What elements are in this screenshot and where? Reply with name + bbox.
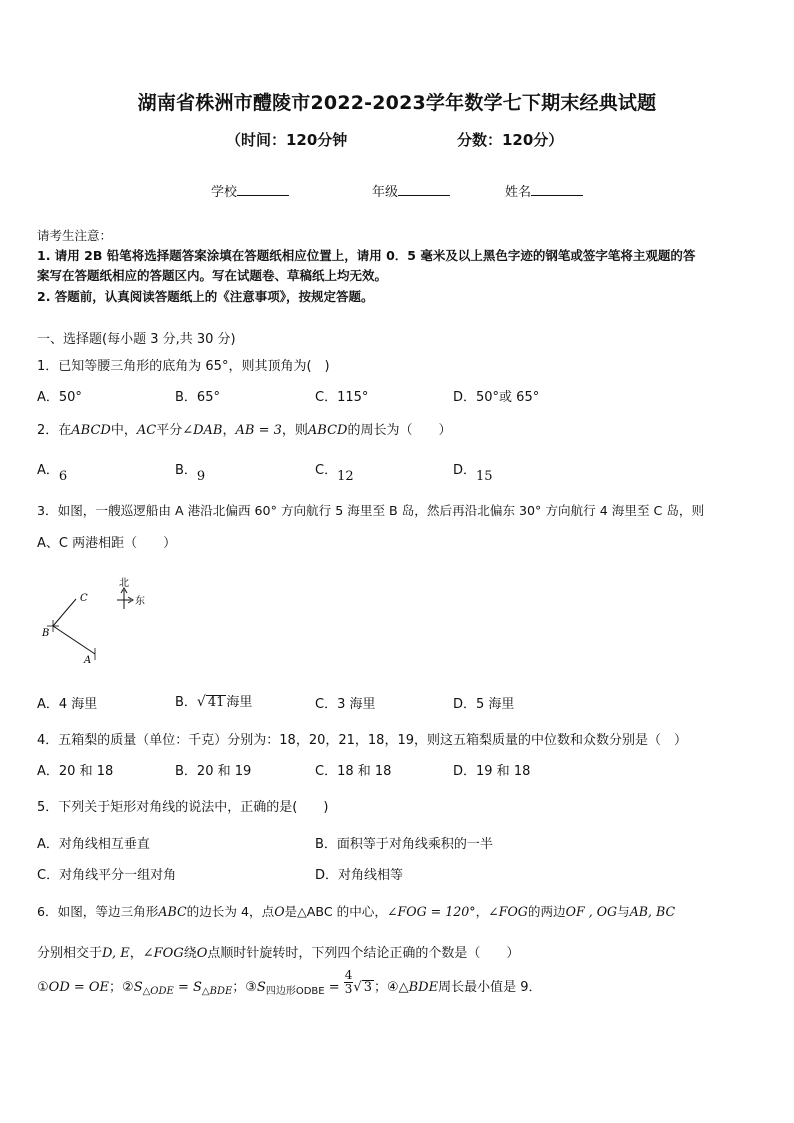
q6-text: 分别相交于 bbox=[37, 946, 103, 961]
q6-text: 6．如图，等边三角形 bbox=[37, 904, 159, 919]
q6-text: 点顺时针旋转时，下列四个结论正确的个数是（ ） bbox=[207, 946, 520, 961]
notice-item-1b: 案写在答题纸相应的答题区内。写在试题卷、草稿纸上均无效。 bbox=[37, 268, 388, 283]
q6-math: = S bbox=[173, 980, 202, 995]
q2-math-eq: AB = 3 bbox=[235, 423, 282, 438]
q6-math: OD = OE bbox=[48, 980, 110, 995]
q2-option-label: B． bbox=[175, 463, 197, 478]
score-info: 分数：120分） bbox=[457, 131, 564, 149]
school-label: 学校 bbox=[211, 185, 238, 200]
q2-text: 的周长为（ ） bbox=[347, 423, 452, 438]
q3-stem-line2: A、C 两港相距（ ） bbox=[37, 536, 177, 551]
q6-math: O bbox=[274, 904, 285, 919]
grade-blank bbox=[398, 182, 450, 196]
q3-figure bbox=[38, 572, 158, 668]
q4-stem: 4．五箱梨的质量（单位：千克）分别为：18，20，21，18，19，则这五箱梨质量的中位数和众数分别是（ ） bbox=[37, 733, 687, 748]
q3-option-d: D．5 海里 bbox=[453, 697, 515, 712]
q6-text: 的两边 bbox=[527, 904, 566, 919]
q3-option-unit: 海里 bbox=[226, 695, 253, 710]
q2-text: ， bbox=[222, 423, 236, 438]
q6-math: S bbox=[256, 980, 266, 995]
page-title: 湖南省株洲市醴陵市2022-2023学年数学七下期末经典试题 bbox=[137, 92, 657, 114]
q6-math: AB, BC bbox=[629, 904, 676, 919]
q6-text: 周长最小值是 9． bbox=[438, 980, 542, 995]
q2-option-label: A． bbox=[37, 463, 59, 478]
q6-subscript: 四边形ODBE bbox=[265, 986, 325, 997]
fraction-numerator: 4 bbox=[344, 968, 353, 982]
q2-option-value: 12 bbox=[337, 469, 354, 484]
q2-option-b bbox=[175, 459, 206, 484]
q5-option-c: C．对角线平分一组对角 bbox=[37, 868, 177, 883]
q6-math: ∠FOG bbox=[488, 904, 528, 919]
q6-math: ∠FOG = 120° bbox=[387, 904, 476, 919]
q2-text: 中， bbox=[110, 423, 137, 438]
notice-heading: 请考生注意： bbox=[37, 228, 113, 243]
q1-option-b: B．65° bbox=[175, 390, 220, 405]
q5-option-b: B．面积等于对角线乘积的一半 bbox=[315, 837, 493, 852]
q6-fraction bbox=[344, 969, 354, 996]
q5-option-d: D．对角线相等 bbox=[315, 868, 404, 883]
q6-subscript: △BDE bbox=[201, 986, 233, 997]
q1-stem: 1．已知等腰三角形的底角为 65°，则其顶角为( ) bbox=[37, 359, 330, 374]
q6-math: BDE bbox=[408, 980, 439, 995]
q6-math: = bbox=[324, 980, 344, 995]
name-field bbox=[505, 181, 583, 200]
q6-text: ；② bbox=[109, 980, 134, 995]
sqrt-sign: √ bbox=[353, 980, 362, 995]
q6-text: 绕 bbox=[183, 946, 197, 961]
q2-text: 平分 bbox=[156, 423, 183, 438]
q2-option-c bbox=[315, 459, 354, 484]
notice-item-2: 2. 答题前，认真阅读答题纸上的《注意事项》，按规定答题。 bbox=[37, 289, 374, 304]
q6-math: ABC bbox=[158, 904, 187, 919]
q2-math-abcd: ABCD bbox=[71, 423, 111, 438]
point-c-label: C bbox=[80, 593, 88, 604]
q6-text: ；④△ bbox=[373, 980, 409, 995]
q6-stem-line1 bbox=[37, 901, 675, 920]
segment-bc bbox=[53, 599, 76, 626]
q2-math-abcd: ABCD bbox=[307, 423, 348, 438]
q2-option-value: 6 bbox=[58, 469, 68, 484]
sqrt-radicand: 41 bbox=[207, 695, 225, 710]
q6-text: ， bbox=[475, 904, 489, 919]
q6-subscript: △ODE bbox=[142, 986, 174, 997]
q6-text: 是△ABC 的中心， bbox=[284, 904, 387, 919]
q4-option-a: A．20 和 18 bbox=[37, 764, 114, 779]
q4-option-d: D．19 和 18 bbox=[453, 764, 531, 779]
q6-text: ， bbox=[129, 946, 143, 961]
q5-option-a: A．对角线相互垂直 bbox=[37, 837, 150, 852]
q4-option-c: C．18 和 18 bbox=[315, 764, 392, 779]
q1-option-a: A．50° bbox=[37, 390, 82, 405]
point-b-label: B bbox=[42, 628, 50, 639]
q2-math-angle: ∠DAB bbox=[182, 423, 223, 438]
q2-text: ，则 bbox=[281, 423, 308, 438]
notice-item-1a: 1. 请用 2B 铅笔将选择题答案涂填在答题纸相应位置上，请用 0．5 毫米及以上黑色字迹的钢笔或签字笔将主观题的答 bbox=[37, 248, 696, 263]
segment-ba bbox=[53, 626, 95, 654]
fraction-denominator: 3 bbox=[344, 982, 353, 996]
q1-option-d: D．50°或 65° bbox=[453, 390, 540, 405]
grade-label: 年级 bbox=[372, 185, 399, 200]
q6-statements bbox=[37, 968, 542, 997]
q2-text: 2．在 bbox=[37, 423, 72, 438]
point-a-label: A bbox=[84, 655, 92, 666]
grade-field bbox=[372, 181, 450, 200]
q3-option-c: C．3 海里 bbox=[315, 697, 376, 712]
q1-option-c: C．115° bbox=[315, 390, 369, 405]
q3-stem-line1: 3．如图，一艘巡逻船由 A 港沿北偏西 60° 方向航行 5 海里至 B 岛，然后再沿北偏东 30° 方向航行 4 海里至 C 岛，则 bbox=[37, 503, 705, 518]
north-label: 北 bbox=[119, 578, 129, 589]
school-blank bbox=[237, 182, 289, 196]
q6-math: D, E bbox=[102, 946, 130, 961]
q6-math: S bbox=[133, 980, 143, 995]
q2-option-label: C． bbox=[315, 463, 338, 478]
q2-option-a bbox=[37, 459, 68, 484]
name-blank bbox=[531, 182, 583, 196]
q6-text: ；③ bbox=[232, 980, 257, 995]
q4-option-b: B．20 和 19 bbox=[175, 764, 252, 779]
q2-option-label: D． bbox=[453, 463, 477, 478]
q6-text: 的边长为 4，点 bbox=[186, 904, 275, 919]
q6-math: ∠FOG bbox=[142, 946, 184, 961]
q3-option-label: B． bbox=[175, 695, 197, 710]
q3-option-a: A．4 海里 bbox=[37, 697, 98, 712]
q6-text: 与 bbox=[617, 904, 630, 919]
q2-option-d bbox=[453, 459, 493, 484]
q6-math: O bbox=[196, 946, 208, 961]
east-label: 东 bbox=[135, 596, 145, 607]
section-heading: 一、选择题(每小题 3 分,共 30 分) bbox=[37, 332, 236, 347]
q2-option-value: 9 bbox=[196, 469, 206, 484]
school-field bbox=[211, 181, 289, 200]
q6-text: ① bbox=[37, 980, 49, 995]
q5-stem: 5．下列关于矩形对角线的说法中，正确的是( ) bbox=[37, 800, 329, 815]
sqrt-sign: √ bbox=[196, 694, 206, 710]
q6-stem-line2 bbox=[37, 942, 519, 961]
q2-stem bbox=[37, 419, 451, 438]
name-label: 姓名 bbox=[505, 185, 532, 200]
q2-option-value: 15 bbox=[476, 469, 493, 484]
q6-math: OF , OG bbox=[565, 904, 618, 919]
sqrt-radicand: 3 bbox=[363, 980, 372, 995]
q2-math-ac: AC bbox=[136, 423, 157, 438]
time-info: （时间：120分钟 bbox=[226, 131, 348, 149]
q3-option-b bbox=[175, 691, 252, 710]
